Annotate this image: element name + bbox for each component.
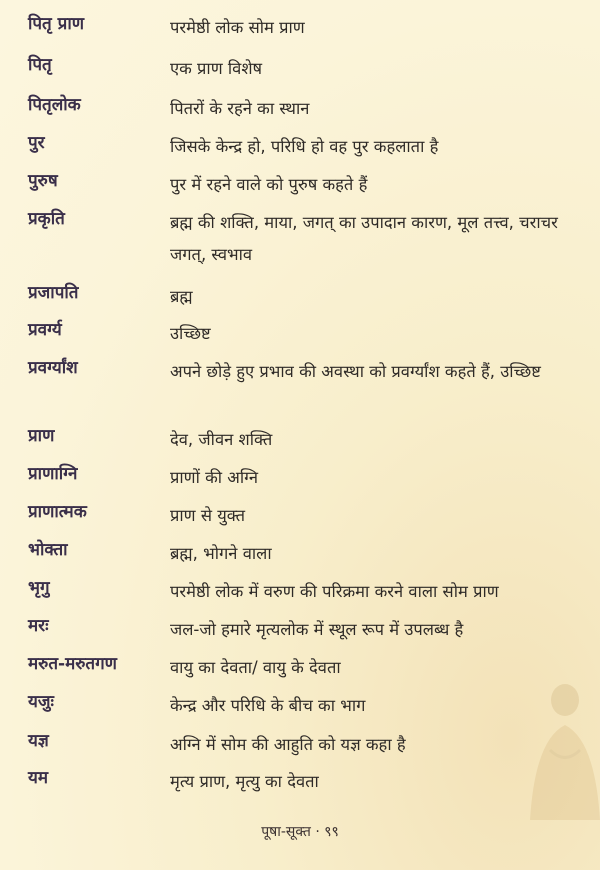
glossary-definition: जल-जो हमारे मृत्यलोक में स्थूल रूप में उपलब्ध है bbox=[170, 620, 464, 639]
glossary-term: प्राणाग्नि bbox=[28, 464, 78, 484]
glossary-definition: एक प्राण विशेष bbox=[170, 59, 263, 78]
glossary-definition: परमेष्ठी लोक सोम प्राण bbox=[170, 18, 305, 37]
glossary-term: भृगु bbox=[28, 578, 50, 598]
page-footer: पूषा-सूक्त · ९९ bbox=[261, 824, 339, 840]
glossary-definition: प्राण से युक्त bbox=[170, 506, 246, 525]
glossary-term: यम bbox=[28, 768, 49, 788]
glossary-definition: पुर में रहने वाले को पुरुष कहते हैं bbox=[170, 175, 368, 194]
glossary-definition: ब्रह्म, भोगने वाला bbox=[170, 544, 272, 563]
glossary-term: भोक्ता bbox=[28, 540, 68, 560]
glossary-definition: परमेष्ठी लोक में वरुण की परिक्रमा करने वाला सोम प्राण bbox=[170, 582, 499, 601]
glossary-term: मरुत-मरुतगण bbox=[28, 654, 117, 674]
glossary-term: प्रकृति bbox=[28, 209, 65, 229]
glossary-term: पितृ bbox=[28, 55, 52, 75]
glossary-term: पुर bbox=[28, 133, 45, 153]
glossary-term: प्रवर्ग्यांश bbox=[28, 358, 78, 378]
glossary-definition: प्राणों की अग्नि bbox=[170, 468, 258, 487]
glossary-term: यज्ञ bbox=[28, 731, 49, 751]
glossary-definition: ब्रह्म की शक्ति, माया, जगत् का उपादान कारण, मूल तत्त्व, चराचर जगत्, स्वभाव bbox=[170, 213, 558, 264]
glossary-definition: अपने छोड़े हुए प्रभाव की अवस्था को प्रवर्ग्यांश कहते हैं, उच्छिष्ट bbox=[170, 362, 541, 381]
glossary-term: पितृ प्राण bbox=[28, 14, 85, 34]
glossary-term: यजुः bbox=[28, 692, 54, 712]
glossary-definition: उच्छिष्ट bbox=[170, 324, 211, 343]
glossary-term: प्राण bbox=[28, 426, 55, 446]
glossary-definition: पितरों के रहने का स्थान bbox=[170, 99, 310, 118]
glossary-definition: अग्नि में सोम की आहुति को यज्ञ कहा है bbox=[170, 735, 406, 754]
glossary-definition: मृत्य प्राण, मृत्यु का देवता bbox=[170, 772, 319, 791]
glossary-term: प्रवर्ग्य bbox=[28, 320, 62, 340]
glossary-definition: जिसके केन्द्र हो, परिधि हो वह पुर कहलाता है bbox=[170, 137, 439, 156]
glossary-term: मरः bbox=[28, 616, 49, 636]
glossary-term: पितृलोक bbox=[28, 95, 81, 115]
glossary-term: प्रजापति bbox=[28, 283, 79, 303]
glossary-definition: वायु का देवता/ वायु के देवता bbox=[170, 658, 341, 677]
glossary-term: पुरुष bbox=[28, 171, 58, 191]
glossary-definition: केन्द्र और परिधि के बीच का भाग bbox=[170, 696, 366, 715]
glossary-term: प्राणात्मक bbox=[28, 502, 87, 522]
glossary-definition: ब्रह्म bbox=[170, 287, 193, 306]
glossary-definition: देव, जीवन शक्ति bbox=[170, 430, 273, 449]
